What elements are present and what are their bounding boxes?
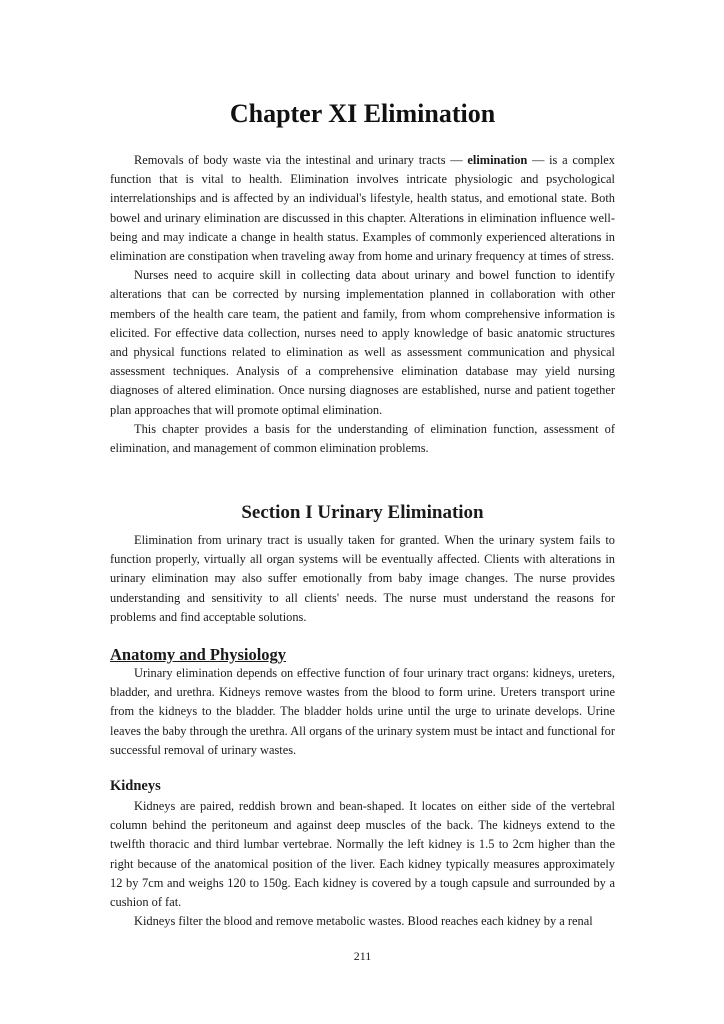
intro-p1-before: Removals of body waste via the intestinal and urinary tracts — xyxy=(134,153,468,167)
section-paragraph-1: Elimination from urinary tract is usually taken for granted. When the urinary system fails to function properly, virtually all organ systems will be eventually affected. Clients with alterations in urinary elimination may also suffer emotionally from baby image changes. The nurse provides understanding and sensitivity to all clients' needs. The nurse must understand the reasons for problems and find acceptable solutions. xyxy=(110,533,615,624)
page-number: 211 xyxy=(353,949,372,963)
intro-block xyxy=(110,151,615,458)
intro-p1-after: — is a complex function that is vital to health. Elimination involves intricate physiologic and psychological interrelationships and is affected by an individual's lifestyle, health status, and emotional state. Both bowel and urinary elimination are discussed in this chapter. Alterations in elimination influence well-being and may indicate a change in health status. Examples of commonly experienced alterations in elimination are constipation when traveling away from home and urinary frequency at times of stress. xyxy=(110,153,615,264)
anatomy-paragraph-1: Urinary elimination depends on effective function of four urinary tract organs: kidneys, ureters, bladder, and urethra. Kidneys remove wastes from the blood to form urine. Ureters transport urine from the kidneys to the bladder. The bladder holds urine until the urge to urinate develops. Urine leaves the baby through the urethra. All organs of the urinary system must be intact and functional for successful removal of urinary wastes. xyxy=(110,666,615,757)
kidneys-paragraph-2: Kidneys filter the blood and remove metabolic wastes. Blood reaches each kidney by a renal xyxy=(134,914,593,929)
chapter-title: Chapter XI Elimination xyxy=(229,99,496,128)
anatomy-heading: Anatomy and Physiology xyxy=(110,645,287,664)
intro-paragraph-3: This chapter provides a basis for the understanding of elimination function, assessment of elimination, and management of common elimination problems. xyxy=(110,421,615,456)
term-elimination: elimination xyxy=(467,153,528,167)
intro-paragraph-1 xyxy=(110,151,615,266)
anatomy-block xyxy=(110,664,615,760)
kidneys-paragraph-1: Kidneys are paired, reddish brown and bean-shaped. It locates on either side of the vertebral column behind the peritoneum and against deep muscles of the back. The kidneys extend to the twelfth thoracic and third lumbar vertebrae. Normally the left kidney is 1.5 to 2cm higher than the right because of the anatomical position of the liver. Each kidney typically measures approximately 12 by 7cm and weighs 120 to 150g. Each kidney is covered by a tough capsule and surrounded by a cushion of fat. xyxy=(110,799,615,910)
intro-paragraph-2: Nurses need to acquire skill in collecting data about urinary and bowel function to identify alterations that can be corrected by nursing implementation planned in collaboration with other members of the health care team, the patient and family, from whom comprehensive information is elicited. For effective data collection, nurses need to apply knowledge of basic anatomic structures and physical functions related to elimination as well as assessment communication and physical assessment techniques. Analysis of a comprehensive elimination database may yield nursing diagnoses of altered elimination. Once nursing diagnoses are established, nurse and patient together plan approaches that will promote optimal elimination. xyxy=(110,268,615,417)
section-intro-block xyxy=(110,531,615,627)
kidneys-block xyxy=(110,797,615,931)
section-title: Section I Urinary Elimination xyxy=(241,502,484,523)
kidneys-heading: Kidneys xyxy=(110,778,161,794)
